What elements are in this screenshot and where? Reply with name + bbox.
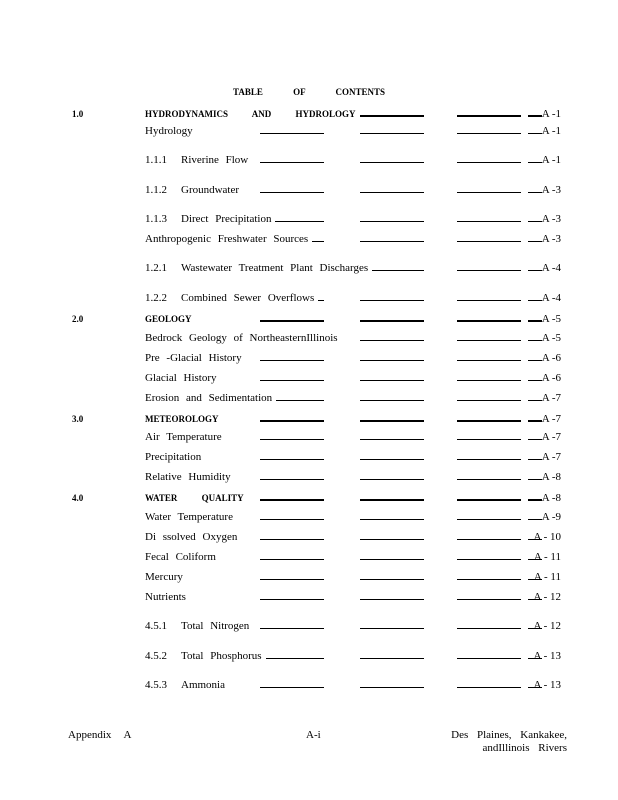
page-reference: A -6 (541, 352, 561, 364)
page-reference: A -4 (541, 292, 561, 304)
subsection-title: Total Nitrogen (181, 620, 250, 632)
subsection-title: Combined Sewer Overflows (181, 292, 315, 304)
toc-entry (0, 332, 618, 348)
page-reference: A - 11 (533, 551, 561, 563)
toc-entry (0, 620, 618, 636)
toc-entry (0, 650, 618, 666)
subsection-number: 1.2.2 (145, 292, 167, 304)
page-reference: A - 10 (533, 531, 561, 543)
footer-page-number: A-i (306, 729, 321, 741)
section-number: 2.0 (72, 314, 84, 324)
leader-dots (200, 421, 530, 422)
toc-entry (0, 262, 618, 278)
toc-title: TABLE OF CONTENTS (232, 87, 386, 97)
page-reference: A - 13 (533, 679, 561, 691)
toc-entry-label[interactable] (145, 262, 372, 274)
toc-entry (0, 233, 618, 249)
toc-entry-label[interactable]: Mercury (145, 571, 187, 583)
footer-right-line2: andIllinois Rivers (482, 742, 567, 754)
toc-entry-label[interactable]: Precipitation (145, 451, 205, 463)
toc-entry (0, 471, 618, 487)
page-reference: A - 13 (533, 650, 561, 662)
toc-entry-label[interactable]: HYDRODYNAMICS AND HYDROLOGY (145, 109, 360, 119)
page-reference: A -3 (541, 213, 561, 225)
leader-dots (200, 321, 530, 322)
leader-dots (200, 559, 530, 560)
page-reference: A -4 (541, 262, 561, 274)
subsection-title: Ammonia (181, 679, 225, 691)
leader-dots (200, 192, 530, 193)
toc-entry-label[interactable]: METEOROLOGY (145, 414, 223, 424)
toc-entry-label[interactable]: Water Temperature (145, 511, 237, 523)
footer-right (451, 729, 567, 755)
toc-entry (0, 679, 618, 695)
toc-entry-label[interactable]: Relative Humidity (145, 471, 235, 483)
toc-entry (0, 108, 618, 124)
toc-entry (0, 154, 618, 170)
leader-dots (200, 599, 530, 600)
toc-entry (0, 392, 618, 408)
toc-entry (0, 213, 618, 229)
subsection-title: Direct Precipitation (181, 213, 272, 225)
toc-entry-label[interactable]: GEOLOGY (145, 314, 196, 324)
page-reference: A -8 (541, 471, 561, 483)
subsection-title: Riverine Flow (181, 154, 249, 166)
subsection-number: 4.5.2 (145, 650, 167, 662)
toc-entry (0, 184, 618, 200)
leader-dots (200, 479, 530, 480)
toc-entry-label[interactable]: Hydrology (145, 125, 197, 137)
page-reference: A -7 (541, 413, 561, 425)
toc-entry (0, 451, 618, 467)
subsection-number: 1.1.3 (145, 213, 167, 225)
leader-dots (200, 579, 530, 580)
subsection-number: 4.5.3 (145, 679, 167, 691)
page-reference: A -1 (541, 154, 561, 166)
page-reference: A -9 (541, 511, 561, 523)
toc-entry-label[interactable] (145, 184, 243, 196)
section-number: 1.0 (72, 109, 84, 119)
toc-entry (0, 591, 618, 607)
subsection-number: 1.2.1 (145, 262, 167, 274)
leader-dots (200, 539, 530, 540)
toc-entry (0, 372, 618, 388)
toc-entry-label[interactable]: WATER QUALITY (145, 493, 248, 503)
subsection-title: Total Phosphorus (181, 650, 262, 662)
toc-entry-label[interactable] (145, 679, 229, 691)
toc-entry-label[interactable]: Nutrients (145, 591, 190, 603)
toc-entry (0, 292, 618, 308)
toc-entry (0, 352, 618, 368)
subsection-number: 1.1.1 (145, 154, 167, 166)
page-reference: A -5 (541, 313, 561, 325)
page-reference: A -1 (541, 108, 561, 120)
toc-entry-label[interactable] (145, 650, 266, 662)
toc-entry-label[interactable]: Glacial History (145, 372, 221, 384)
subsection-title: Wastewater Treatment Plant Discharges (181, 262, 369, 274)
toc-entry (0, 125, 618, 141)
page-reference: A -5 (541, 332, 561, 344)
toc-entry (0, 531, 618, 547)
footer-right-line1: Des Plaines, Kankakee, (451, 729, 567, 741)
toc-entry-label[interactable]: Pre -Glacial History (145, 352, 246, 364)
toc-entry-label[interactable]: Bedrock Geology of NortheasternIllinois (145, 332, 342, 344)
toc-entry-label[interactable]: Erosion and Sedimentation (145, 392, 276, 404)
toc-entry-label[interactable] (145, 620, 253, 632)
toc-entry (0, 511, 618, 527)
leader-dots (200, 459, 530, 460)
section-number: 3.0 (72, 414, 84, 424)
leader-dots (200, 380, 530, 381)
page-reference: A -3 (541, 184, 561, 196)
toc-entry-label[interactable]: Fecal Coliform (145, 551, 220, 563)
leader-dots (200, 687, 530, 688)
toc-entry-label[interactable] (145, 213, 275, 225)
toc-entry-label[interactable] (145, 154, 252, 166)
toc-entry (0, 571, 618, 587)
leader-dots (200, 500, 530, 501)
toc-entry (0, 431, 618, 447)
section-number: 4.0 (72, 493, 84, 503)
subsection-number: 1.1.2 (145, 184, 167, 196)
page-reference: A -8 (541, 492, 561, 504)
subsection-number: 4.5.1 (145, 620, 167, 632)
toc-entry-label[interactable]: Di ssolved Oxygen (145, 531, 241, 543)
page-reference: A -6 (541, 372, 561, 384)
toc-entry (0, 413, 618, 429)
page-reference: A - 11 (533, 571, 561, 583)
subsection-title: Groundwater (181, 184, 240, 196)
footer-left: Appendix A (68, 729, 132, 741)
page-reference: A -1 (541, 125, 561, 137)
leader-dots (200, 360, 530, 361)
page-reference: A - 12 (533, 591, 561, 603)
page-reference: A -7 (541, 392, 561, 404)
page-reference: A -7 (541, 431, 561, 443)
toc-entry-label[interactable] (145, 292, 318, 304)
toc-entry (0, 492, 618, 508)
page-reference: A -7 (541, 451, 561, 463)
toc-entry-label[interactable]: Air Temperature (145, 431, 226, 443)
page-reference: A - 12 (533, 620, 561, 632)
leader-dots (200, 133, 530, 134)
leader-dots (200, 519, 530, 520)
toc-entry (0, 551, 618, 567)
page-reference: A -3 (541, 233, 561, 245)
leader-dots (200, 439, 530, 440)
toc-entry (0, 313, 618, 329)
toc-entry-label[interactable]: Anthropogenic Freshwater Sources (145, 233, 312, 245)
